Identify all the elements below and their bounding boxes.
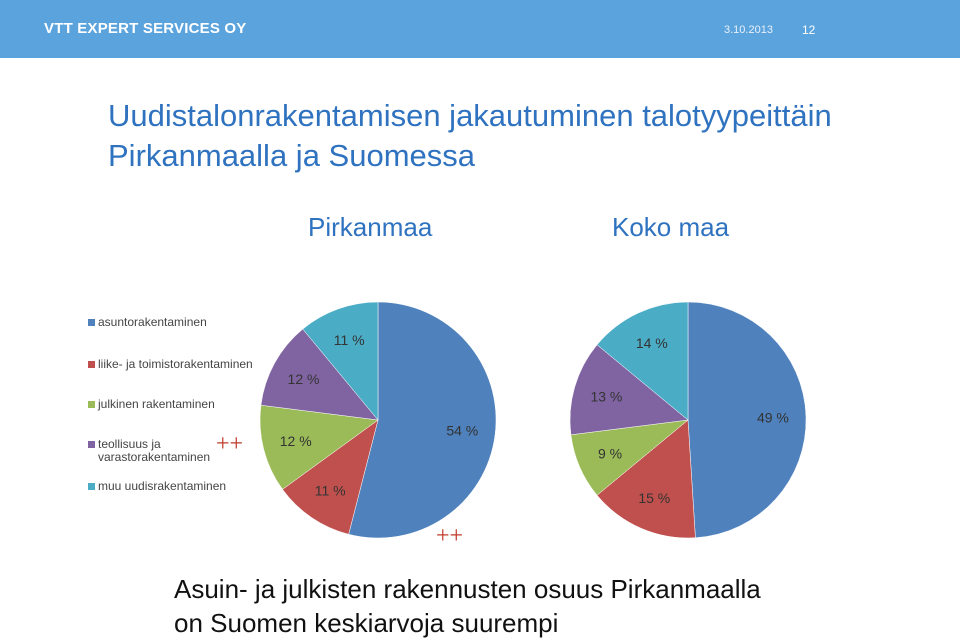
legend-label: liike- ja toimistorakentaminen [98,357,253,371]
legend-swatch [88,483,95,490]
legend-swatch [88,401,95,408]
pie-data-label: 49 % [756,409,789,426]
plus-marker-legend: ++ [216,431,244,457]
pie-data-label: 13 % [590,388,623,405]
slide-date: 3.10.2013 [724,24,773,36]
legend-label: muu uudisrakentaminen [98,479,227,493]
plus-marker-pie: ++ [436,523,464,549]
slide-footer [174,572,954,640]
pie-data-label: 12 % [287,371,320,388]
pie-data-label: 12 % [279,433,312,450]
pie-data-label: 14 % [635,335,668,352]
pie-data-label: 11 % [314,482,346,499]
legend-label: teollisuus ja varastorakentaminen [98,437,211,464]
pie-data-label: 11 % [333,332,365,349]
slide-title [108,96,908,176]
footer-line-1: Asuin- ja julkisten rakennusten osuus Pirkanmaalla [174,574,761,604]
slide-title-line-1: Uudistalonrakentamisen jakautuminen talotyypeittäin [108,98,832,133]
chart-title-pirkanmaa: Pirkanmaa [308,212,433,242]
chart-title-koko-maa: Koko maa [612,212,730,242]
legend-swatch [88,361,95,368]
legend-swatch [88,441,95,448]
pie-data-label: 54 % [446,422,479,439]
legend-label: asuntorakentaminen [98,315,207,329]
pie-data-label: 9 % [597,445,623,462]
company-name: VTT EXPERT SERVICES OY [44,20,247,37]
pie-chart-pirkanmaa [250,298,506,542]
footer-line-2: on Suomen keskiarvoja suurempi [174,608,559,638]
pie-chart-koko-maa [560,298,816,542]
legend-swatch [88,319,95,326]
legend-label: julkinen rakentaminen [98,397,215,411]
pie-data-label: 15 % [638,490,671,506]
header-bar [0,0,960,58]
page-number: 12 [802,23,816,37]
slide-title-line-2: Pirkanmaalla ja Suomessa [108,138,476,173]
